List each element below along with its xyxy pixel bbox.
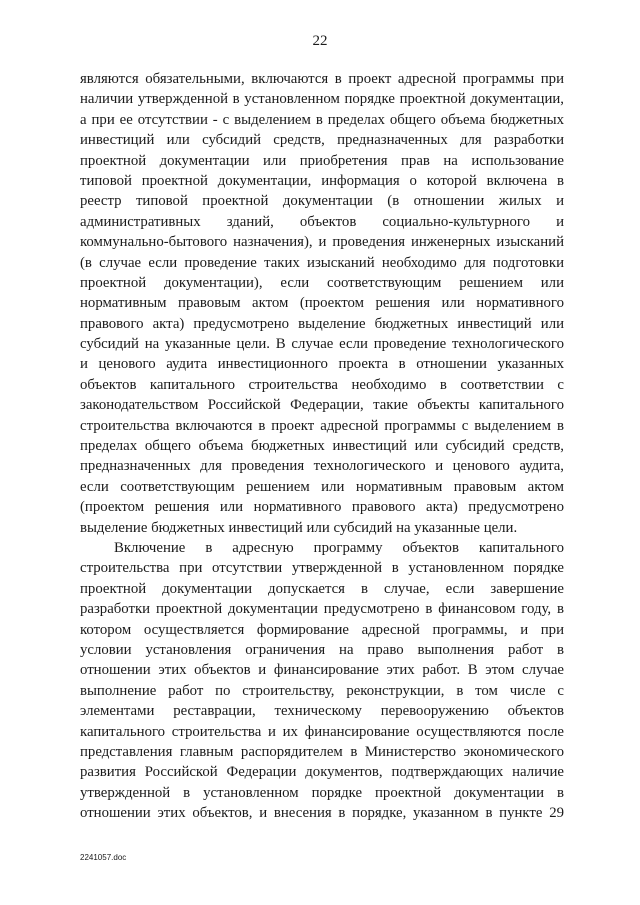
text-line: выделение бюджетных инвестиций или субсидий на указанные цели. bbox=[80, 519, 518, 536]
text-line: Включение в адресную программу объектов капитального bbox=[114, 539, 564, 556]
text-line: проектной документации или приобретения прав на использование bbox=[80, 152, 564, 169]
text-line: законодательством Российской Федерации, такие объекты капитального bbox=[80, 397, 564, 414]
text-line: строительства включаются в проект адресной программы с выделением в bbox=[80, 417, 564, 434]
text-line: (проектом решения или нормативного правового акта) предусмотрено bbox=[80, 499, 564, 516]
text-line: инвестиций или субсидий средств, предназначенных для разработки bbox=[80, 132, 564, 149]
footer-filename: 2241057.doc bbox=[80, 853, 127, 862]
text-line: а при ее отсутствии - с выделением в пределах общего объема бюджетных bbox=[80, 111, 564, 128]
text-line: строительства при отсутствии утвержденной в установленном порядке bbox=[80, 560, 564, 577]
text-line: разработки проектной документации предусмотрено в финансовом году, в bbox=[80, 601, 564, 618]
text-line: правового акта) предусмотрено выделение бюджетных инвестиций или bbox=[80, 315, 564, 332]
text-line: нормативным правовым актом (проектом решения или нормативного bbox=[80, 295, 564, 312]
text-line: типовой проектной документации, информация о которой включена в bbox=[80, 172, 564, 189]
text-line: административных зданий, объектов социально-культурного и bbox=[80, 213, 564, 230]
text-line: субсидий на указанные цели. В случае если проведение технологического bbox=[80, 336, 564, 353]
text-line: утвержденной в установленном порядке проектной документации в bbox=[80, 784, 564, 801]
text-line: развития Российской Федерации документов, подтверждающих наличие bbox=[80, 764, 564, 781]
text-line: реестр типовой проектной документации (в отношении жилых и bbox=[80, 193, 564, 210]
text-line: проектной документации допускается в случае, если завершение bbox=[80, 580, 564, 597]
text-line: элементами реставрации, техническому перевооружению объектов bbox=[80, 703, 564, 720]
text-line: пределах общего объема бюджетных инвестиций или субсидий средств, bbox=[80, 438, 564, 455]
text-line: (в случае если проведение таких изысканий необходимо для подготовки bbox=[80, 254, 564, 271]
text-line: отношении этих объектов и финансирование этих работ. В этом случае bbox=[80, 662, 564, 679]
paragraph-1 bbox=[80, 69, 564, 538]
text-line: являются обязательными, включаются в проект адресной программы при bbox=[80, 71, 564, 87]
text-line: представления главным распорядителем в Министерство экономического bbox=[80, 743, 564, 760]
text-line: предназначенных для проведения технологического и ценового аудита, bbox=[80, 458, 564, 475]
text-line: проектной документации), если соответствующим решением или bbox=[80, 274, 564, 291]
document-body bbox=[80, 69, 564, 823]
text-line: и ценового аудита инвестиционного проекта в отношении указанных bbox=[80, 356, 564, 373]
text-line: отношении этих объектов, и внесения в порядке, указанном в пункте 29 bbox=[80, 805, 564, 822]
text-line: объектов капитального строительства необходимо в соответствии с bbox=[80, 376, 564, 393]
text-line: если соответствующим решением или нормативным правовым актом bbox=[80, 478, 564, 495]
text-line: коммунально-бытового назначения), и проведения инженерных изысканий bbox=[80, 234, 564, 251]
text-line: котором осуществляется формирование адресной программы, и при bbox=[80, 621, 564, 638]
text-line: условии установления ограничения на право выполнения работ в bbox=[80, 641, 564, 658]
paragraph-2 bbox=[80, 538, 564, 823]
text-line: наличии утвержденной в установленном порядке проектной документации, bbox=[80, 91, 564, 108]
text-line: капитального строительства и их финансирование осуществляются после bbox=[80, 723, 564, 740]
page-number: 22 bbox=[312, 33, 328, 49]
text-line: выполнение работ по строительству, реконструкции, в том числе с bbox=[80, 682, 564, 699]
